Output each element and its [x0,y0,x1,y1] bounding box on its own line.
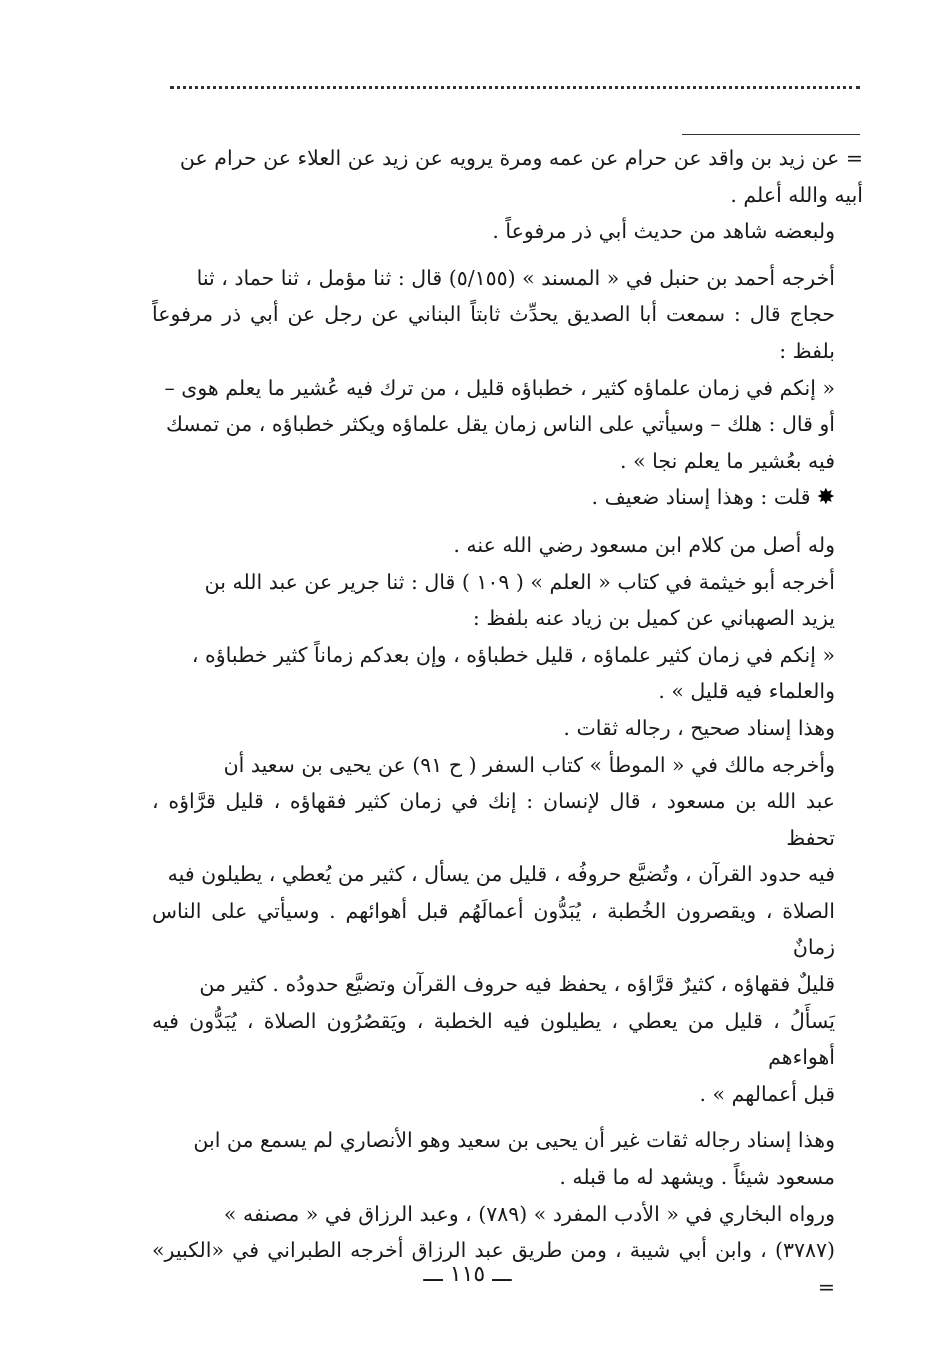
line: والعلماء فيه قليل » . [658,679,835,704]
paragraph-6 [152,564,863,637]
line: قلت : وهذا إسناد ضعيف . [591,485,811,510]
line: ولبعضه شاهد من حديث أبي ذر مرفوعاً . [492,219,835,244]
line: « إنكم في زمان كثير علماؤه ، قليل خطباؤه ، وإن بعدكم زماناً كثير خطباؤه ، [191,642,835,667]
line: عبد الله بن مسعود ، قال لإنسان : إنك في زمان كثير فقهاؤه ، قليل قرَّاؤه ، تحفظ [152,789,835,850]
line: يزيد الصهباني عن كميل بن زياد عنه بلفظ : [472,606,835,631]
header-dotted-rule [170,86,860,89]
paragraph-5 [152,527,863,564]
line: (٣٧٨٧) ، وابن أبي شيبة ، ومن طريق عبد الرزاق أخرجه الطبراني في «الكبير» = [152,1238,835,1299]
line: أخرجه أبو خيثمة في كتاب « العلم » ( ١٠٩ ) قال : ثنا جرير عن عبد الله بن [204,569,835,594]
line: وأخرجه مالك في « الموطأ » كتاب السفر ( ح ٩١) عن يحيى بن سعيد أن [223,752,835,777]
paragraph-11 [152,1196,863,1306]
line: قبل أعمالهم » . [699,1081,835,1106]
line: وهذا إسناد صحيح ، رجاله ثقات . [563,715,835,740]
line: = عن زيد بن واقد عن حرام عن عمه ومرة يرويه عن زيد عن العلاء عن حرام عن [179,146,863,170]
line: قليلٌ فقهاؤه ، كثيرٌ قرَّاؤه ، يحفظ فيه حروف القرآن وتضيَّع حدودُه . كثير من [199,972,835,997]
paragraph-7 [152,637,863,710]
line: يَسأَلُ ، قليل من يعطي ، يطيلون فيه الخطبة ، ويَقصُرُون الصلاة ، يُبَدُّون فيه أهواءهم [152,1008,835,1070]
page-body [152,140,863,1305]
paragraph-4 [152,479,863,517]
line: « إنكم في زمان علماؤه كثير ، خطباؤه قليل ، من ترك فيه عُشير ما يعلم هوى – [164,375,835,400]
line: الصلاة ، ويقصرون الخُطبة ، يُبَدُّون أعمالَهُم قبل أهوائهم . وسيأتي على الناس زمانٌ [152,898,835,960]
line: أبيه والله أعلم . [730,182,863,207]
line: فيه بعُشير ما يعلم نجا » . [620,448,835,473]
paragraph-8 [152,710,863,747]
line: أو قال : هلك – وسيأتي على الناس زمان يقل علماؤه ويكثر خطباؤه ، من تمسك [166,412,835,437]
line: مسعود شيئاً . ويشهد له ما قبله . [559,1165,835,1190]
line: ورواه البخاري في « الأدب المفرد » (٧٨٩) ، وعبد الرزاق في « مصنفه » [223,1201,835,1226]
line: وهذا إسناد رجاله ثقات غير أن يحيى بن سعيد وهو الأنصاري لم يسمع من ابن [193,1128,835,1153]
paragraph-2 [152,213,863,250]
paragraph-3 [152,260,863,480]
line: حجاج قال : سمعت أبا الصديق يحدِّث ثابتاً البناني عن رجل عن أبي ذر مرفوعاً بلفظ : [152,302,835,363]
paragraph-10 [152,1122,863,1195]
line: أخرجه أحمد بن حنبل في « المسند » (٥/١٥٥) قال : ثنا مؤمل ، ثنا حماد ، ثنا [196,265,835,290]
star-icon: ✸ [816,485,835,511]
paragraph-9 [152,747,863,1113]
paragraph-1 [152,140,863,213]
line: وله أصل من كلام ابن مسعود رضي الله عنه . [453,532,835,557]
line: فيه حدود القرآن ، وتُضيَّع حروفُه ، قليل من يسأل ، كثير من يُعطي ، يطيلون فيه [167,862,835,887]
page-number: ـــ ١١٥ ـــ [423,1262,512,1287]
footnote-separator [682,134,860,135]
